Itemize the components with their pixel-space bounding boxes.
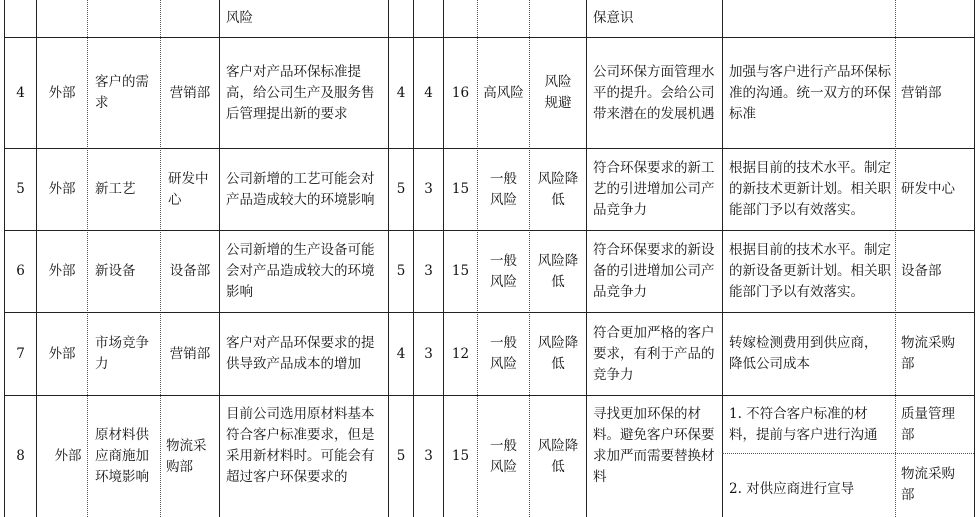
probability-score: 5 bbox=[396, 448, 406, 464]
opportunity: 寻找更加环保的材料。避免客户环保要求加严而需要替换材料 bbox=[593, 406, 715, 485]
risk-type: 外部 bbox=[48, 263, 76, 279]
owner-department: 物流采购部 bbox=[901, 466, 955, 503]
risk-description: 客户对产品环保标准提高，给公司生产及服务售后管理提出新的要求 bbox=[226, 63, 375, 122]
risk-type: 外部 bbox=[54, 448, 82, 464]
owner-department: 质量管理部 bbox=[901, 405, 955, 443]
risk-factor: 新设备 bbox=[95, 263, 136, 279]
probability-score: 5 bbox=[396, 263, 406, 279]
responsible-department: 研发中心 bbox=[168, 170, 209, 208]
column-divider bbox=[87, 0, 88, 517]
risk-level: 一般风险 bbox=[490, 437, 517, 475]
risk-strategy: 风险降低 bbox=[537, 335, 579, 372]
responsible-department: 营销部 bbox=[169, 84, 211, 101]
risk-score: 15 bbox=[451, 181, 470, 197]
risk-score: 15 bbox=[451, 448, 470, 464]
risk-type: 外部 bbox=[48, 181, 76, 197]
risk-strategy: 风险规避 bbox=[544, 74, 572, 111]
risk-description: 公司新增的工艺可能会对产品造成较大的环境影响 bbox=[226, 170, 375, 208]
risk-strategy: 风险降低 bbox=[537, 170, 579, 208]
probability-score: 5 bbox=[396, 181, 406, 197]
risk-factor: 客户的需求 bbox=[95, 74, 149, 111]
row-number: 5 bbox=[16, 181, 25, 197]
row-number: 6 bbox=[16, 263, 25, 279]
responsible-department: 营销部 bbox=[169, 345, 211, 362]
control-measure: 加强与客户进行产品环保标准的沟通。统一双方的环保标准 bbox=[729, 63, 891, 122]
probability-score: 4 bbox=[396, 345, 406, 362]
table-border-right bbox=[974, 0, 975, 517]
risk-level: 一般风险 bbox=[490, 252, 517, 290]
column-divider bbox=[722, 0, 723, 517]
risk-factor: 市场竞争力 bbox=[95, 335, 149, 372]
control-measure: 根据目前的技术水平。制定的新技术更新计划。相关职能部门予以有效落实。 bbox=[729, 160, 891, 218]
risk-strategy: 风险降低 bbox=[537, 437, 579, 475]
column-divider bbox=[586, 0, 587, 517]
column-divider bbox=[219, 0, 220, 517]
severity-score: 4 bbox=[424, 84, 433, 101]
risk-level: 一般风险 bbox=[490, 170, 517, 208]
risk-type: 外部 bbox=[48, 84, 76, 101]
control-measure: 根据目前的技术水平。制定的新设备更新计划。相关职能部门予以有效落实。 bbox=[729, 242, 891, 300]
control-measure: 转嫁检测费用到供应商，降低公司成本 bbox=[729, 335, 878, 372]
owner-department: 营销部 bbox=[901, 84, 942, 101]
row-number: 4 bbox=[16, 84, 25, 101]
risk-strategy: 风险降低 bbox=[537, 252, 579, 290]
opportunity: 符合环保要求的新设备的引进增加公司产品竞争力 bbox=[593, 242, 715, 300]
responsible-department: 物流采购部 bbox=[166, 437, 207, 475]
opportunity: 公司环保方面管理水平的提升。会给公司带来潜在的发展机遇 bbox=[593, 63, 715, 122]
severity-score: 3 bbox=[424, 448, 433, 464]
opportunity: 符合环保要求的新工艺的引进增加公司产品竞争力 bbox=[593, 160, 715, 218]
owner-department: 物流采购部 bbox=[901, 335, 955, 372]
risk-type: 外部 bbox=[48, 345, 76, 362]
risk-description: 客户对产品环保要求的提供导致产品成本的增加 bbox=[226, 335, 375, 372]
risk-description: 公司新增的生产设备可能会对产品造成较大的环境影响 bbox=[226, 242, 375, 300]
row-number: 8 bbox=[16, 448, 25, 464]
risk-score: 15 bbox=[451, 263, 470, 279]
owner-department: 研发中心 bbox=[901, 181, 955, 197]
opportunity: 符合更加严格的客户要求，有利于产品的竞争力 bbox=[593, 324, 715, 383]
severity-score: 3 bbox=[424, 263, 433, 279]
partial-risk-description: 风险 bbox=[226, 10, 253, 26]
sub-row-divider bbox=[722, 453, 974, 454]
row-number: 7 bbox=[16, 345, 25, 362]
severity-score: 3 bbox=[424, 345, 433, 362]
responsible-department: 设备部 bbox=[169, 263, 211, 279]
control-measure: 2. 对供应商进行宣导 bbox=[729, 481, 855, 497]
control-measure: 1. 不符合客户标准的材料，提前与客户进行沟通 bbox=[729, 405, 878, 443]
risk-factor: 原材料供应商施加环境影响 bbox=[95, 427, 149, 485]
risk-score: 12 bbox=[451, 345, 470, 362]
risk-score: 16 bbox=[451, 84, 470, 101]
risk-level: 高风险 bbox=[483, 84, 524, 101]
owner-department: 设备部 bbox=[901, 263, 942, 279]
probability-score: 4 bbox=[396, 84, 406, 101]
risk-factor: 新工艺 bbox=[95, 181, 136, 197]
column-divider bbox=[895, 0, 896, 517]
risk-level: 一般风险 bbox=[490, 335, 517, 372]
severity-score: 3 bbox=[424, 181, 433, 197]
partial-opportunity: 保意识 bbox=[593, 10, 634, 26]
risk-description: 目前公司选用原材料基本符合客户标准要求，但是采用新材料时。可能会有超过客户环保要求的 bbox=[226, 406, 375, 485]
